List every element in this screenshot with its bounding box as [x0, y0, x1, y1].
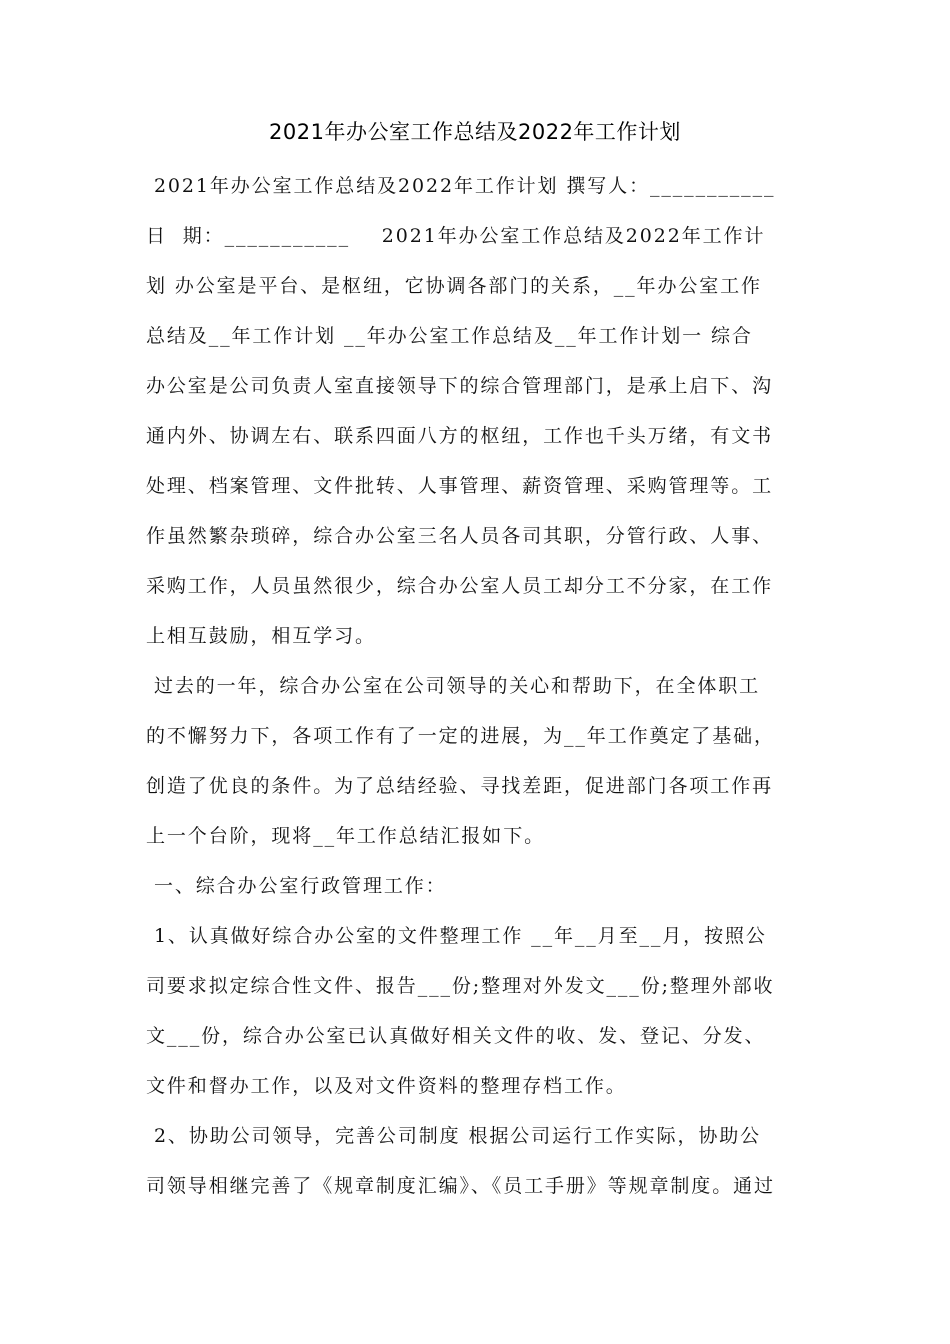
- body-line: 总结及__年工作计划 __年办公室工作总结及__年工作计划一 综合: [146, 325, 753, 347]
- body-line: 通内外、协调左右、联系四面八方的枢纽，工作也千头万绪，有文书: [146, 425, 774, 447]
- body-line: 过去的一年，综合办公室在公司领导的关心和帮助下，在全体职工: [146, 675, 761, 697]
- body-line: 上相互鼓励，相互学习。: [146, 625, 376, 647]
- body-line: 1、认真做好综合办公室的文件整理工作 __年__月至__月，按照公: [146, 925, 767, 947]
- body-line: 划 办公室是平台、是枢纽，它协调各部门的关系，__年办公室工作: [146, 275, 762, 297]
- document-body: [146, 171, 806, 1221]
- body-line: 司要求拟定综合性文件、报告___份;整理对外发文___份;整理外部收: [146, 975, 775, 997]
- body-line: 创造了优良的条件。为了总结经验、寻找差距，促进部门各项工作再: [146, 775, 774, 797]
- body-line: 2、协助公司领导，完善公司制度 根据公司运行工作实际，协助公: [146, 1125, 762, 1147]
- body-line: 办公室是公司负责人室直接领导下的综合管理部门，是承上启下、沟: [146, 375, 774, 397]
- body-line: 一、综合办公室行政管理工作：: [146, 875, 447, 897]
- body-line: 司领导相继完善了《规章制度汇编》、《员工手册》等规章制度。通过: [146, 1175, 775, 1197]
- document-title: 2021年办公室工作总结及2022年工作计划: [269, 120, 681, 144]
- body-line: 文件和督办工作，以及对文件资料的整理存档工作。: [146, 1075, 627, 1097]
- body-line: 采购工作，人员虽然很少，综合办公室人员工却分工不分家，在工作: [146, 575, 774, 597]
- body-line: 文___份，综合办公室已认真做好相关文件的收、发、登记、分发、: [146, 1025, 766, 1047]
- body-line: 2021年办公室工作总结及2022年工作计划 撰写人：___________: [146, 175, 776, 197]
- body-line: 处理、档案管理、文件批转、人事管理、薪资管理、采购管理等。工: [146, 475, 774, 497]
- body-line: 日 期：___________ 2021年办公室工作总结及2022年工作计: [146, 225, 766, 247]
- body-line: 的不懈努力下，各项工作有了一定的进展，为__年工作奠定了基础，: [146, 725, 775, 747]
- body-line: 作虽然繁杂琐碎，综合办公室三名人员各司其职，分管行政、人事、: [146, 525, 774, 547]
- body-line: 上一个台阶，现将__年工作总结汇报如下。: [146, 825, 546, 847]
